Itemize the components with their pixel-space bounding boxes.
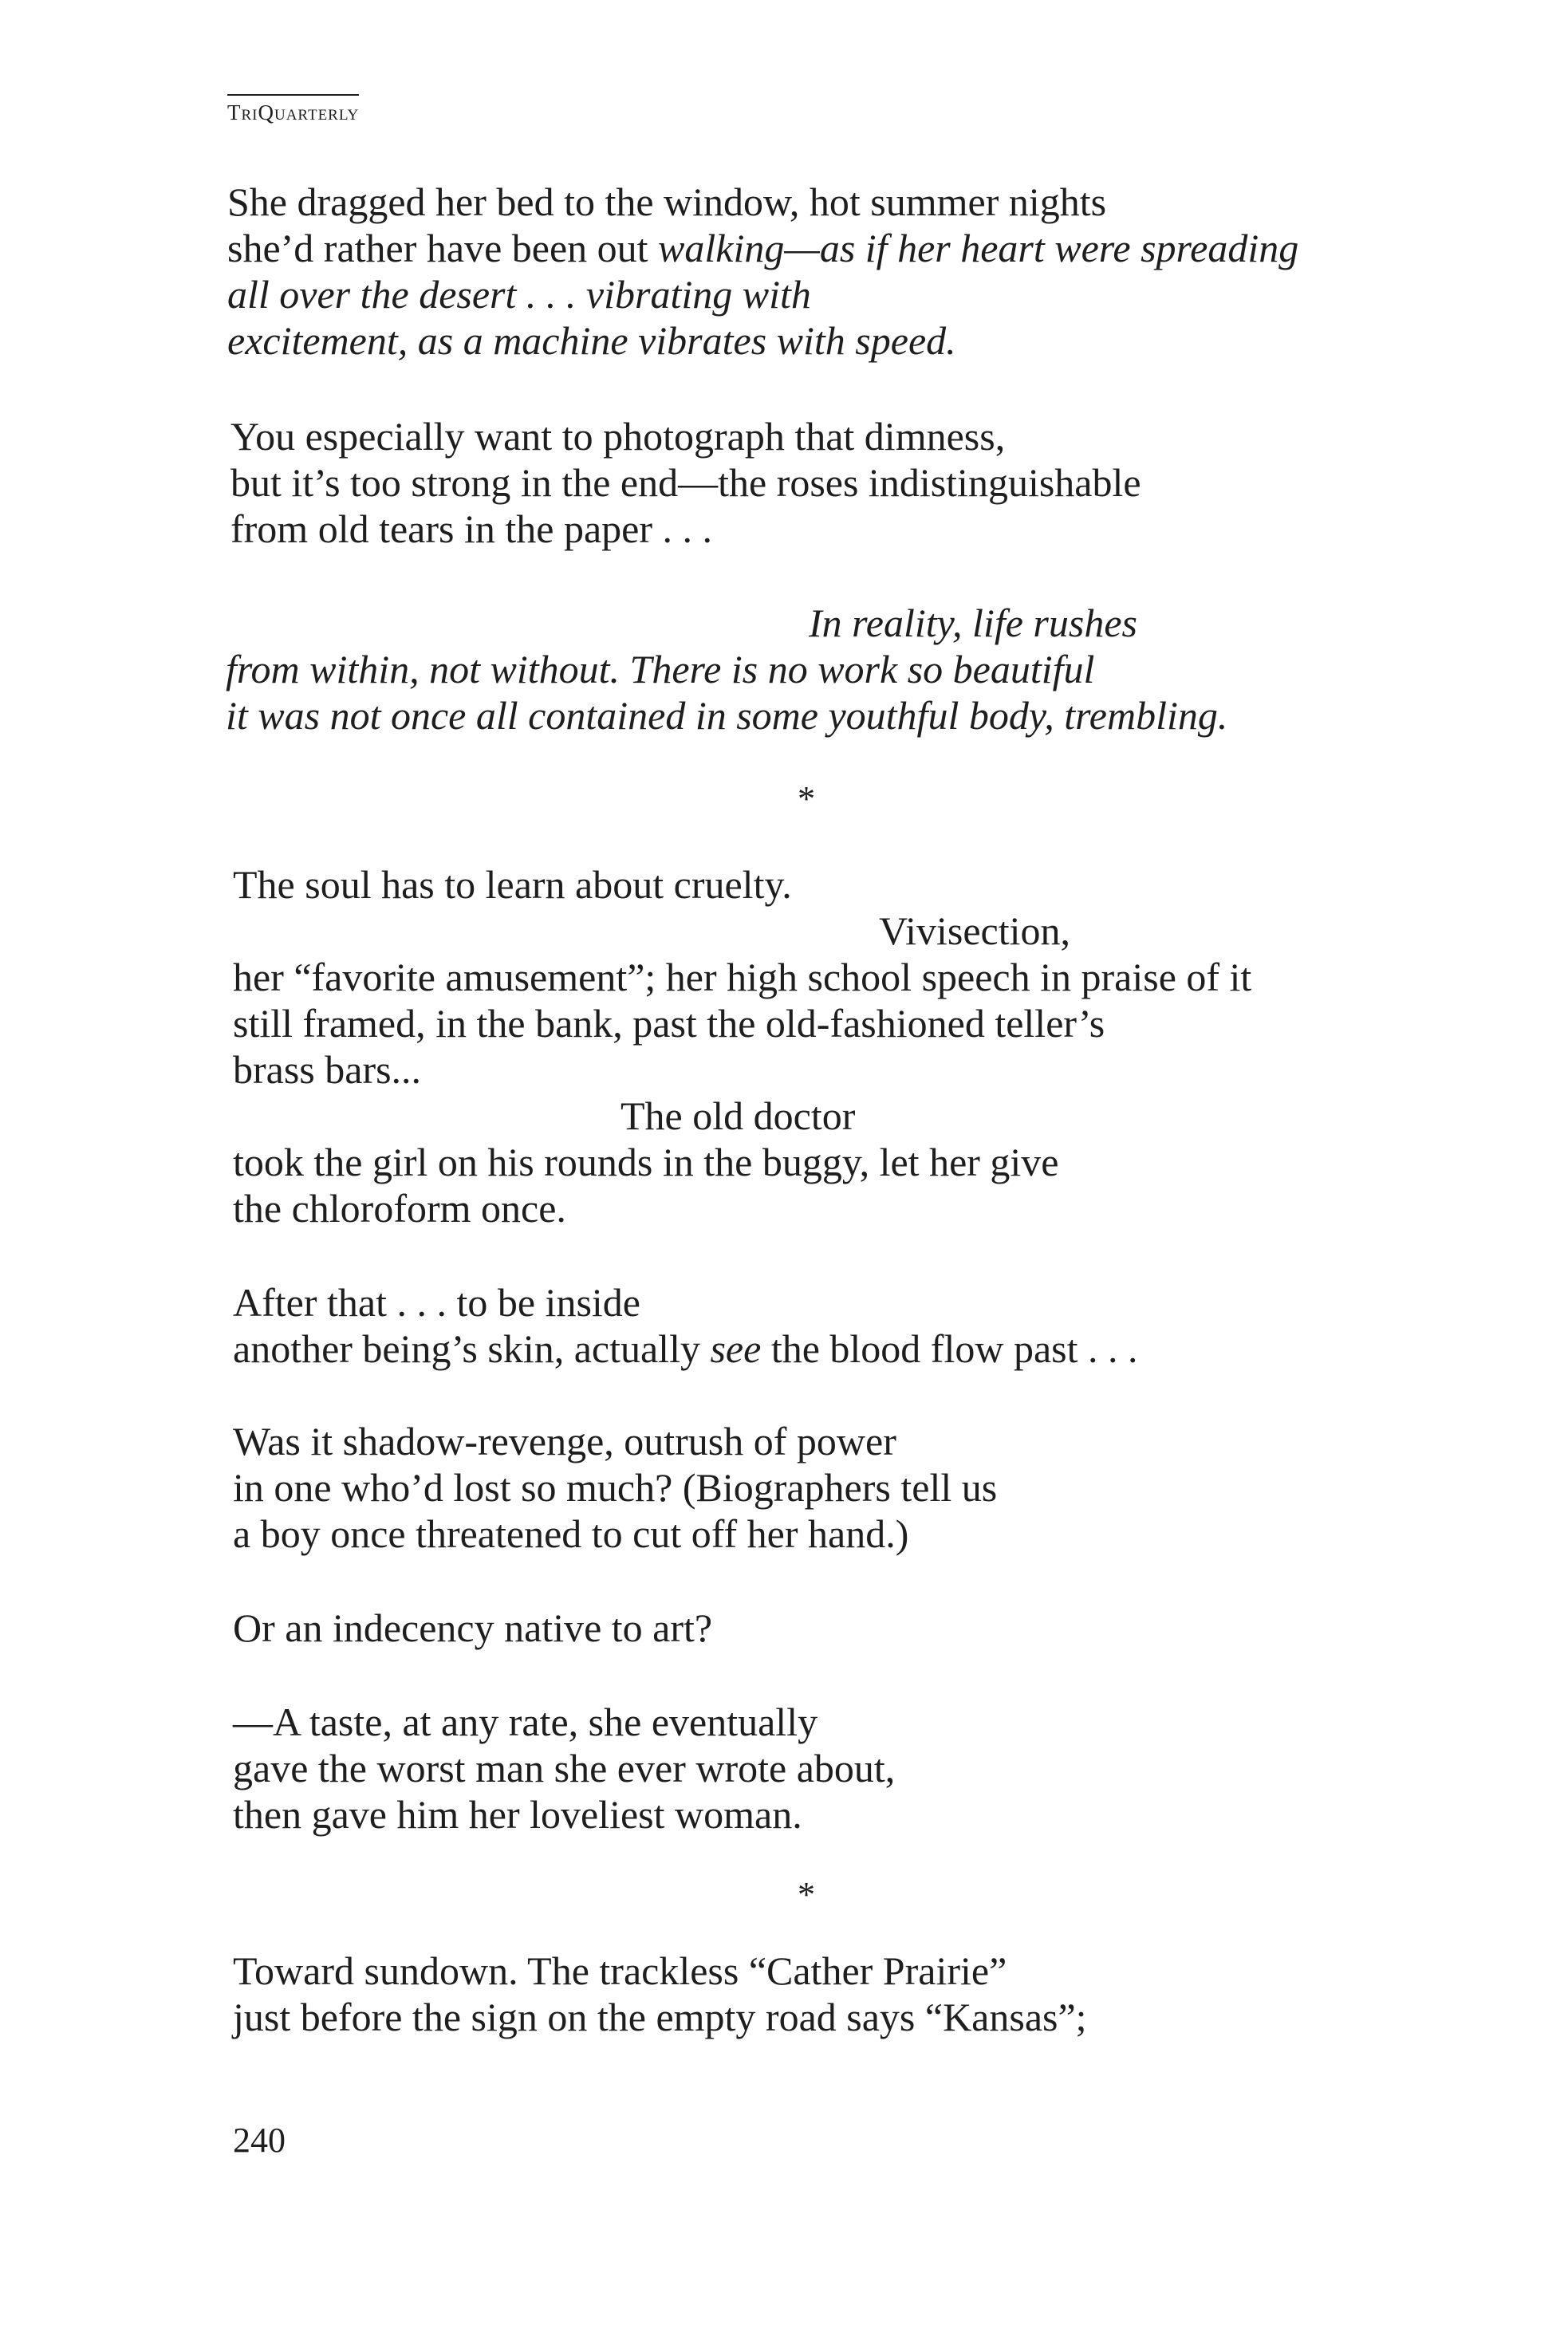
- poem-line: from within, not without. There is no work so beautiful: [226, 647, 1095, 691]
- poem-line: The old doctor: [621, 1093, 856, 1138]
- italic-quote: walking—as if her heart were spreading: [658, 226, 1299, 270]
- poem-line: After that . . . to be inside: [233, 1280, 640, 1325]
- section-divider: *: [798, 779, 815, 818]
- poem-text: another being’s skin, actually: [233, 1326, 711, 1371]
- poem-line: excitement, as a machine vibrates with speed.: [227, 318, 956, 363]
- poem-line: still framed, in the bank, past the old-fashioned teller’s: [233, 1001, 1105, 1046]
- poem-line: her “favorite amusement”; her high school speech in praise of it: [233, 955, 1252, 999]
- poem-line: —A taste, at any rate, she eventually: [233, 1700, 818, 1744]
- poem-line: Was it shadow-revenge, outrush of power: [233, 1419, 896, 1463]
- page-number: 240: [233, 2121, 286, 2160]
- poem-text: she’d rather have been out: [227, 226, 659, 270]
- poem-line: [233, 1326, 1137, 1372]
- running-head: TriQuarterly: [227, 94, 359, 125]
- poem-line: then gave him her loveliest woman.: [233, 1792, 802, 1837]
- poem-line: [227, 225, 1298, 271]
- section-divider: *: [798, 1875, 815, 1914]
- poem-line: just before the sign on the empty road says “Kansas”;: [233, 1995, 1087, 2039]
- poem-line: but it’s too strong in the end—the roses indistinguishable: [230, 460, 1141, 505]
- poem-line: took the girl on his rounds in the buggy, let her give: [233, 1140, 1059, 1184]
- poem-line: Vivisection,: [879, 908, 1071, 953]
- italic-word: see: [710, 1326, 762, 1371]
- poem-line: The soul has to learn about cruelty.: [233, 862, 792, 907]
- poem-line: all over the desert . . . vibrating with: [227, 272, 811, 317]
- poem-line: Toward sundown. The trackless “Cather Prairie”: [233, 1948, 1007, 1993]
- poem-line: a boy once threatened to cut off her hand.): [233, 1511, 909, 1556]
- poem-line: You especially want to photograph that dimness,: [230, 414, 1006, 459]
- poem-line: gave the worst man she ever wrote about,: [233, 1746, 896, 1790]
- poem-line: in one who’d lost so much? (Biographers tell us: [233, 1465, 998, 1510]
- poem-line: it was not once all contained in some youthful body, trembling.: [226, 693, 1228, 738]
- poem-line: Or an indecency native to art?: [233, 1605, 713, 1650]
- poem-line: In reality, life rushes: [809, 601, 1137, 645]
- poem-line: brass bars...: [233, 1047, 422, 1092]
- poem-line: the chloroform once.: [233, 1186, 566, 1231]
- poem-text: the blood flow past . . .: [761, 1326, 1138, 1371]
- poem-line: from old tears in the paper . . .: [230, 506, 712, 551]
- poem-line: She dragged her bed to the window, hot summer nights: [227, 179, 1107, 224]
